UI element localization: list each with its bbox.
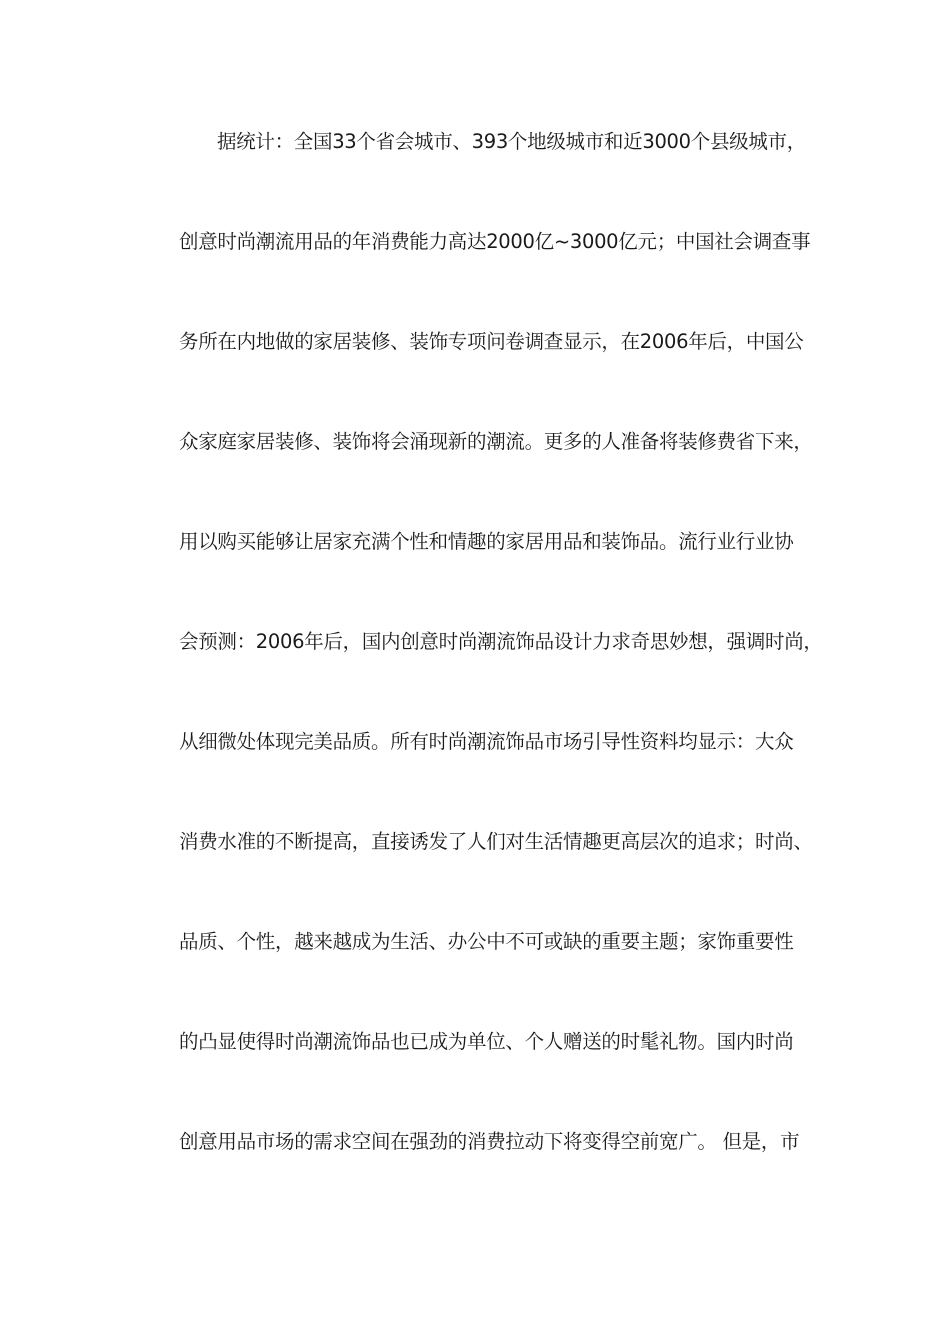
paragraph-line: 的凸显使得时尚潮流饰品也已成为单位、个人赠送的时髦礼物。国内时尚 [179, 1030, 794, 1053]
paragraph-line: 品质、个性，越来越成为生活、办公中不可或缺的重要主题；家饰重要性 [179, 930, 794, 953]
paragraph-line: 消费水准的不断提高，直接诱发了人们对生活情趣更高层次的追求；时尚、 [179, 830, 813, 853]
paragraph-line: 用以购买能够让居家充满个性和情趣的家居用品和装饰品。流行业行业协 [179, 530, 794, 553]
paragraph-line: 据统计：全国33个省会城市、393个地级城市和近3000个县级城市， [217, 130, 806, 153]
paragraph-line: 创意时尚潮流用品的年消费能力高达2000亿~3000亿元；中国社会调查事 [179, 230, 811, 253]
paragraph-line: 会预测：2006年后，国内创意时尚潮流饰品设计力求奇思妙想，强调时尚， [179, 630, 823, 653]
paragraph-line: 众家庭家居装修、装饰将会涌现新的潮流。更多的人准备将装修费省下来， [179, 430, 813, 453]
paragraph-line: 创意用品市场的需求空间在强劲的消费拉动下将变得空前宽广。 但是，市 [179, 1130, 800, 1153]
paragraph-line: 务所在内地做的家居装修、装饰专项问卷调查显示，在2006年后，中国公 [179, 330, 804, 353]
paragraph-line: 从细微处体现完美品质。所有时尚潮流饰品市场引导性资料均显示：大众 [179, 730, 794, 753]
body-paragraph [179, 117, 823, 1217]
